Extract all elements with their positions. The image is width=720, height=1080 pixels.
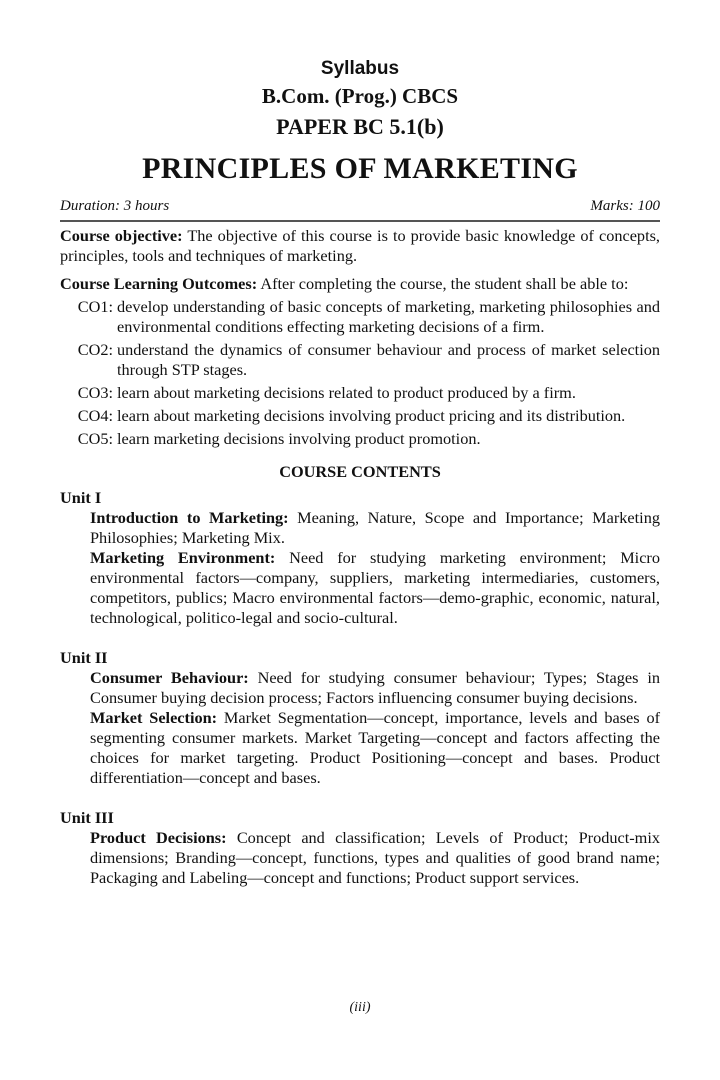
unit-title: Unit I (60, 488, 102, 507)
outcome-item (60, 383, 660, 403)
paper-heading: PAPER BC 5.1(b) (276, 114, 444, 139)
outcome-code: CO4: (77, 406, 113, 425)
topic-label: Marketing Environment: (90, 548, 276, 567)
topic-text: Market Segmentation—concept, importance, levels and bases of segmenting consumer markets. Market Targeting—concept and factors affecting the choices for market targeting. Product Positioning—concept and bases. Product differentiation—concept and bases. (90, 708, 661, 787)
outcome-code: CO3: (77, 383, 113, 402)
unit-title: Unit III (60, 808, 114, 827)
syllabus-heading: Syllabus (320, 58, 400, 79)
unit-section (60, 488, 660, 628)
topic-label: Market Selection: (90, 708, 218, 727)
unit-section (60, 628, 660, 788)
outcome-text: learn marketing decisions involving product promotion. (117, 429, 481, 448)
outcome-item (60, 340, 660, 380)
programme-heading: B.Com. (Prog.) CBCS (261, 84, 459, 108)
objective-label: Course objective: (60, 226, 183, 245)
outcome-code: CO2: (77, 340, 113, 359)
outcomes-list (60, 297, 660, 449)
outcome-text: learn about marketing decisions related to product produced by a firm. (117, 383, 576, 402)
topic-text: Need for studying marketing environment; Micro environmental factors—company, suppliers, marketing intermediaries, customers, competitors, publics; Macro environmental factors—demo-graphic, economic, natural, technological, politico-legal and socio-cultural. (90, 548, 660, 627)
unit-topic (60, 708, 660, 788)
units (60, 488, 660, 888)
unit-topic (60, 508, 660, 548)
topic-label: Product Decisions: (90, 828, 227, 847)
outcome-text: learn about marketing decisions involving product pricing and its distribution. (117, 406, 626, 425)
topic-text: Need for studying consumer behaviour; Types; Stages in Consumer buying decision process; Factors influencing consumer buying decisions. (90, 668, 660, 707)
unit-topic (60, 548, 660, 628)
exam-meta (60, 198, 660, 215)
unit-topic (60, 828, 660, 888)
topic-text: Meaning, Nature, Scope and Importance; Marketing Philosophies; Marketing Mix. (90, 508, 660, 547)
unit-section (60, 788, 660, 888)
marks: Marks: 100 (590, 198, 660, 214)
course-contents-heading: COURSE CONTENTS (279, 462, 441, 481)
course-objective (60, 226, 660, 266)
unit-topic (60, 668, 660, 708)
outcome-text: develop understanding of basic concepts of marketing, marketing philosophies and environmental conditions effecting marketing decisions of a firm. (117, 297, 660, 336)
outcomes-label: Course Learning Outcomes: (60, 274, 258, 293)
unit-title: Unit II (60, 648, 108, 667)
topic-label: Consumer Behaviour: (90, 668, 249, 687)
divider (60, 220, 660, 222)
learning-outcomes (60, 274, 660, 294)
outcome-item (60, 429, 660, 449)
outcome-text: understand the dynamics of consumer behaviour and process of market selection through STP stages. (117, 340, 660, 379)
page-number: (iii) (349, 1000, 371, 1015)
outcome-item (60, 406, 660, 426)
outcome-item (60, 297, 660, 337)
outcome-code: CO1: (77, 297, 113, 316)
outcomes-text: After completing the course, the student shall be able to: (257, 274, 629, 293)
outcome-code: CO5: (77, 429, 113, 448)
page-title: PRINCIPLES OF MARKETING (142, 152, 578, 185)
objective-text: The objective of this course is to provide basic knowledge of concepts, principles, tools and techniques of marketing. (60, 226, 660, 265)
topic-label: Introduction to Marketing: (90, 508, 289, 527)
duration: Duration: 3 hours (60, 198, 170, 214)
syllabus-body (60, 226, 660, 888)
topic-text: Concept and classification; Levels of Product; Product-mix dimensions; Branding—concept, functions, types and qualities of good brand name; Packaging and Labeling—concept and functions; Product support services. (90, 828, 660, 887)
